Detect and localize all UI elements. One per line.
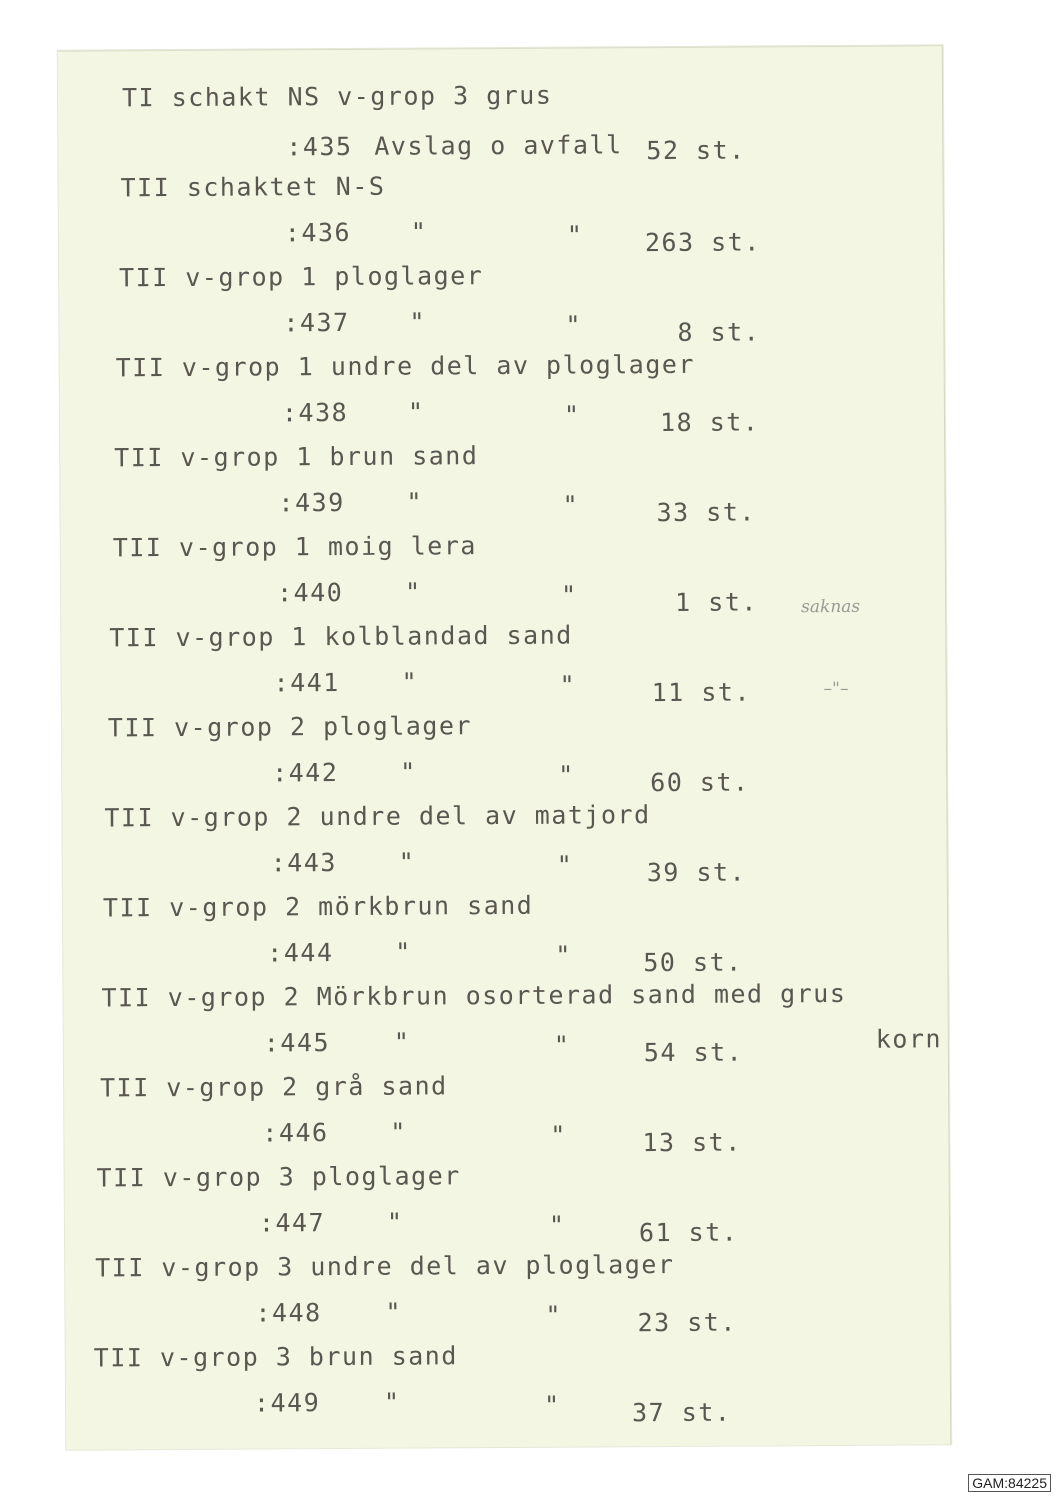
entry-count: 8 st. — [677, 317, 761, 347]
ditto-mark: " — [401, 667, 419, 697]
entry-heading: TII v-grop 3 undre del av ploglager — [95, 1249, 675, 1283]
ditto-mark: " — [383, 1387, 401, 1417]
ditto-mark: " — [558, 760, 575, 790]
ditto-mark: " — [395, 937, 412, 967]
entry-number: :436 — [284, 217, 352, 248]
entry-number: :439 — [278, 487, 345, 518]
entry-count: 39 st. — [646, 857, 747, 888]
catalog-card — [58, 45, 952, 1449]
entry-count: 60 st. — [650, 767, 750, 798]
entry-count: 52 st. — [646, 135, 746, 166]
ditto-mark: " — [386, 1207, 404, 1237]
ditto-mark: " — [400, 757, 417, 787]
ditto-mark: " — [545, 1300, 563, 1330]
entry-count: 37 st. — [631, 1397, 732, 1428]
entry-heading: TII v-grop 3 brun sand — [93, 1341, 458, 1373]
entry-number: :437 — [283, 307, 350, 338]
overflow-word: korn — [875, 1024, 943, 1054]
entry-count: 33 st. — [656, 497, 756, 528]
entry-heading: TII v-grop 2 ploglager — [107, 711, 473, 743]
handwritten-note: –"– — [823, 678, 849, 700]
ditto-mark: " — [550, 1120, 568, 1150]
entry-heading: TII v-grop 2 grå sand — [99, 1071, 448, 1103]
entry-heading: TII v-grop 3 ploglager — [96, 1161, 461, 1193]
ditto-mark: " — [398, 847, 416, 877]
entry-heading: TI schakt NS v-grop 3 grus — [121, 80, 553, 113]
entry-number: :446 — [262, 1118, 329, 1148]
entry-number: :449 — [253, 1388, 321, 1418]
entry-heading: TII v-grop 1 kolblandad sand — [109, 620, 573, 653]
ditto-mark: " — [559, 670, 577, 700]
ditto-mark: " — [562, 490, 580, 520]
ditto-mark: " — [393, 1027, 411, 1057]
entry-count: 11 st. — [651, 677, 752, 708]
entry-heading: TII v-grop 2 Mörkbrun osorterad sand med grus — [101, 978, 847, 1013]
ditto-mark: " — [565, 310, 583, 340]
entry-number: :444 — [267, 938, 334, 968]
entry-find: Avslag o avfall — [374, 130, 623, 161]
entry-number: :448 — [255, 1298, 322, 1328]
entry-heading: TII v-grop 1 moig lera — [112, 531, 477, 563]
entry-count: 13 st. — [642, 1127, 742, 1158]
ditto-mark: " — [390, 1117, 407, 1147]
entry-heading: TII schaktet N-S — [120, 171, 386, 203]
entry-heading: TII v-grop 2 mörkbrun sand — [102, 890, 534, 923]
entry-count: 1 st. — [675, 587, 758, 617]
ditto-mark: " — [566, 220, 584, 250]
entry-number: :442 — [272, 758, 339, 788]
entry-count: 263 st. — [644, 227, 761, 258]
entry-number: :447 — [258, 1208, 326, 1238]
ditto-mark: " — [556, 850, 574, 880]
entry-count: 50 st. — [643, 947, 743, 978]
ditto-mark: " — [404, 577, 422, 607]
reference-label: GAM:84225 — [968, 1474, 1051, 1492]
entry-number: :441 — [273, 668, 340, 698]
ditto-mark: " — [555, 940, 572, 970]
ditto-mark: " — [406, 487, 424, 517]
ditto-mark: " — [560, 580, 578, 610]
entry-count: 18 st. — [659, 407, 760, 438]
entry-count: 61 st. — [638, 1217, 739, 1248]
ditto-mark: " — [409, 307, 427, 337]
handwritten-note: saknas — [801, 596, 861, 618]
entry-heading: TII v-grop 2 undre del av matjord — [104, 800, 651, 833]
entry-heading: TII v-grop 1 ploglager — [119, 261, 484, 293]
ditto-mark: " — [563, 400, 581, 430]
entry-heading: TII v-grop 1 brun sand — [114, 441, 479, 473]
ditto-mark: " — [407, 397, 425, 427]
ditto-mark: " — [543, 1390, 561, 1420]
entry-number: :435 — [286, 131, 353, 162]
entry-count: 23 st. — [637, 1307, 737, 1338]
entry-heading: TII v-grop 1 undre del av ploglager — [115, 349, 696, 383]
ditto-mark: " — [553, 1030, 571, 1060]
entry-count: 54 st. — [643, 1037, 744, 1068]
entry-number: :440 — [276, 577, 344, 608]
ditto-mark: " — [410, 217, 428, 247]
ditto-mark: " — [548, 1210, 566, 1240]
entry-number: :445 — [263, 1028, 331, 1058]
entry-number: :438 — [281, 397, 349, 428]
ditto-mark: " — [385, 1297, 403, 1327]
entry-number: :443 — [270, 848, 338, 878]
